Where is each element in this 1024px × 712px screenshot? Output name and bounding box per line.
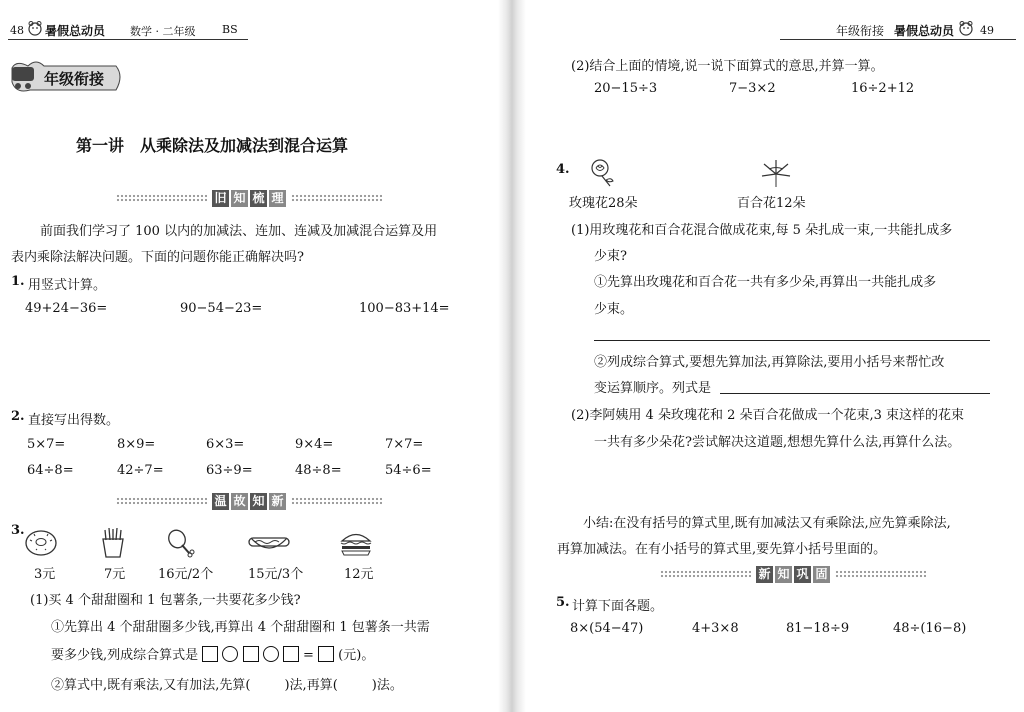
page-number-left: 48 <box>10 24 24 37</box>
section-char: 故 <box>231 493 248 510</box>
q2-item: 42÷7= <box>117 463 164 478</box>
section-char: 巩 <box>794 566 811 583</box>
q1-text: 用竖式计算。 <box>28 278 107 293</box>
section-review-title <box>211 190 287 207</box>
q1-problem: 49+24−36= <box>25 301 108 316</box>
lily-icon <box>760 160 792 192</box>
q4-s1-line2: 少束。 <box>594 302 634 317</box>
burger-icon <box>339 530 373 560</box>
q3-step1-prefix: 要多少钱,列成综合算式是 <box>51 648 199 663</box>
q2-item: 64÷8= <box>27 463 74 478</box>
answer-box[interactable] <box>243 646 259 662</box>
answer-line[interactable] <box>594 340 990 341</box>
q2-item: 48÷8= <box>295 463 342 478</box>
q4-p1-line2: 少束? <box>594 249 627 264</box>
cont-expr: 20−15÷3 <box>594 81 658 96</box>
food-price: 12元 <box>344 567 374 582</box>
answer-box[interactable] <box>283 646 299 662</box>
q1-problem: 100−83+14= <box>359 301 450 316</box>
q1-problem: 90−54−23= <box>180 301 263 316</box>
section-review-band <box>116 190 382 206</box>
q2-item: 7×7= <box>385 437 424 452</box>
hotdog-icon <box>247 530 291 560</box>
section-practice-title <box>755 566 831 583</box>
fries-icon <box>100 526 126 562</box>
dots-left <box>116 194 207 202</box>
subject-grade: 数学 · 二年级 <box>130 25 196 38</box>
formula-answer-line[interactable] <box>720 393 990 394</box>
section-char: 理 <box>269 190 286 207</box>
rose-label: 玫瑰花28朵 <box>569 196 638 211</box>
section-warm-title <box>211 493 287 510</box>
q4-p1-line1: (1)用玫瑰花和百合花混合做成花束,每 5 朵扎成一束,一共能扎成多 <box>571 223 953 238</box>
q2-item: 63÷9= <box>206 463 253 478</box>
header-label-right: 年级衔接 <box>836 24 885 38</box>
food-price: 16元/2个 <box>158 567 214 582</box>
q3-step1-line1: ①先算出 4 个甜甜圈多少钱,再算出 4 个甜甜圈和 1 包薯条一共需 <box>51 620 430 635</box>
q3-step1-line2 <box>51 644 374 663</box>
summary-line-1: 小结:在没有括号的算式里,既有加减法又有乘除法,应先算乘除法, <box>583 516 951 531</box>
q4-s2-line2: 变运算顺序。列式是 <box>594 381 712 396</box>
q3-step2 <box>51 674 403 693</box>
q4-s1-line1: ①先算出玫瑰花和百合花一共有多少朵,再算出一共能扎成多 <box>594 275 937 290</box>
q5-expr: 48÷(16−8) <box>893 621 967 636</box>
q3-step2-text: ②算式中,既有乘法,又有加法,先算( <box>51 678 251 693</box>
q4-s2-line1: ②列成综合算式,要想先算加法,再算除法,要用小括号来帮忙改 <box>594 355 945 370</box>
q5-expr: 8×(54−47) <box>570 621 644 636</box>
header-rule-right <box>780 39 1016 40</box>
q2-item: 8×9= <box>117 437 156 452</box>
q5-expr: 4+3×8 <box>692 621 739 636</box>
book-gutter <box>498 0 526 712</box>
summary-line-2: 再算加减法。在有小括号的算式里,要先算小括号里面的。 <box>557 542 887 557</box>
lily-label: 百合花12朵 <box>737 196 806 211</box>
operator-circle[interactable] <box>263 646 279 662</box>
operator-circle[interactable] <box>222 646 238 662</box>
q3-step2-text: )法。 <box>371 678 403 693</box>
page-number-right: 49 <box>980 24 994 37</box>
section-char: 知 <box>775 566 792 583</box>
section-char: 温 <box>212 493 229 510</box>
unit-label: (元)。 <box>338 648 375 663</box>
q2-item: 5×7= <box>27 437 66 452</box>
series-title-left: 暑假总动员 <box>45 24 106 38</box>
q3-number: 3. <box>11 523 25 538</box>
q2-item: 54÷6= <box>385 463 432 478</box>
result-box[interactable] <box>318 646 334 662</box>
q3-part1: (1)买 4 个甜甜圈和 1 包薯条,一共要花多少钱? <box>30 593 301 608</box>
cont-part2: (2)结合上面的情境,说一说下面算式的意思,并算一算。 <box>571 59 884 74</box>
food-price: 15元/3个 <box>248 567 304 582</box>
edition-label: BS <box>222 23 238 36</box>
dots-left <box>660 570 751 578</box>
lesson-title: 第一讲 从乘除法及加减法到混合运算 <box>76 136 349 155</box>
cont-expr: 7−3×2 <box>729 81 776 96</box>
rose-icon <box>588 158 616 192</box>
section-char: 新 <box>269 493 286 510</box>
header-rule-left <box>8 39 248 40</box>
dots-right <box>291 194 382 202</box>
q4-p2-line1: (2)李阿姨用 4 朵玫瑰花和 2 朵百合花做成一个花束,3 束这样的花束 <box>571 408 965 423</box>
q2-text: 直接写出得数。 <box>28 413 120 428</box>
section-char: 新 <box>756 566 773 583</box>
food-price: 3元 <box>34 567 56 582</box>
q2-item: 9×4= <box>295 437 334 452</box>
q2-item: 6×3= <box>206 437 245 452</box>
q4-number: 4. <box>556 162 570 177</box>
section-char: 知 <box>250 493 267 510</box>
food-price: 7元 <box>104 567 126 582</box>
dots-right <box>291 497 382 505</box>
badge-label: 年级衔接 <box>44 70 105 88</box>
answer-box[interactable] <box>202 646 218 662</box>
section-char: 固 <box>813 566 830 583</box>
intro-line-1: 前面我们学习了 100 以内的加减法、连加、连减及加减混合运算及用 <box>40 224 438 239</box>
cont-expr: 16÷2+12 <box>851 81 915 96</box>
q2-number: 2. <box>11 409 25 424</box>
dots-right <box>835 570 926 578</box>
intro-line-2: 表内乘除法解决问题。下面的问题你能正确解决吗? <box>11 250 304 265</box>
equals-sign: = <box>302 648 314 663</box>
grade-bridge-badge <box>6 58 126 100</box>
section-char: 旧 <box>212 190 229 207</box>
q3-step2-text: )法,再算( <box>284 678 338 693</box>
q5-number: 5. <box>556 595 570 610</box>
series-title-right: 暑假总动员 <box>894 24 955 38</box>
section-char: 梳 <box>250 190 267 207</box>
q4-p2-line2: 一共有多少朵花?尝试解决这道题,想想先算什么法,再算什么法。 <box>594 435 961 450</box>
mascot-icon <box>27 20 43 40</box>
donut-icon <box>24 528 58 562</box>
drumstick-icon <box>167 528 195 562</box>
q1-number: 1. <box>11 274 25 289</box>
dots-left <box>116 497 207 505</box>
section-char: 知 <box>231 190 248 207</box>
q5-expr: 81−18÷9 <box>786 621 850 636</box>
mascot-icon <box>958 20 974 40</box>
section-warm-band <box>116 493 382 509</box>
q5-text: 计算下面各题。 <box>572 599 664 614</box>
section-practice-band <box>660 566 926 582</box>
